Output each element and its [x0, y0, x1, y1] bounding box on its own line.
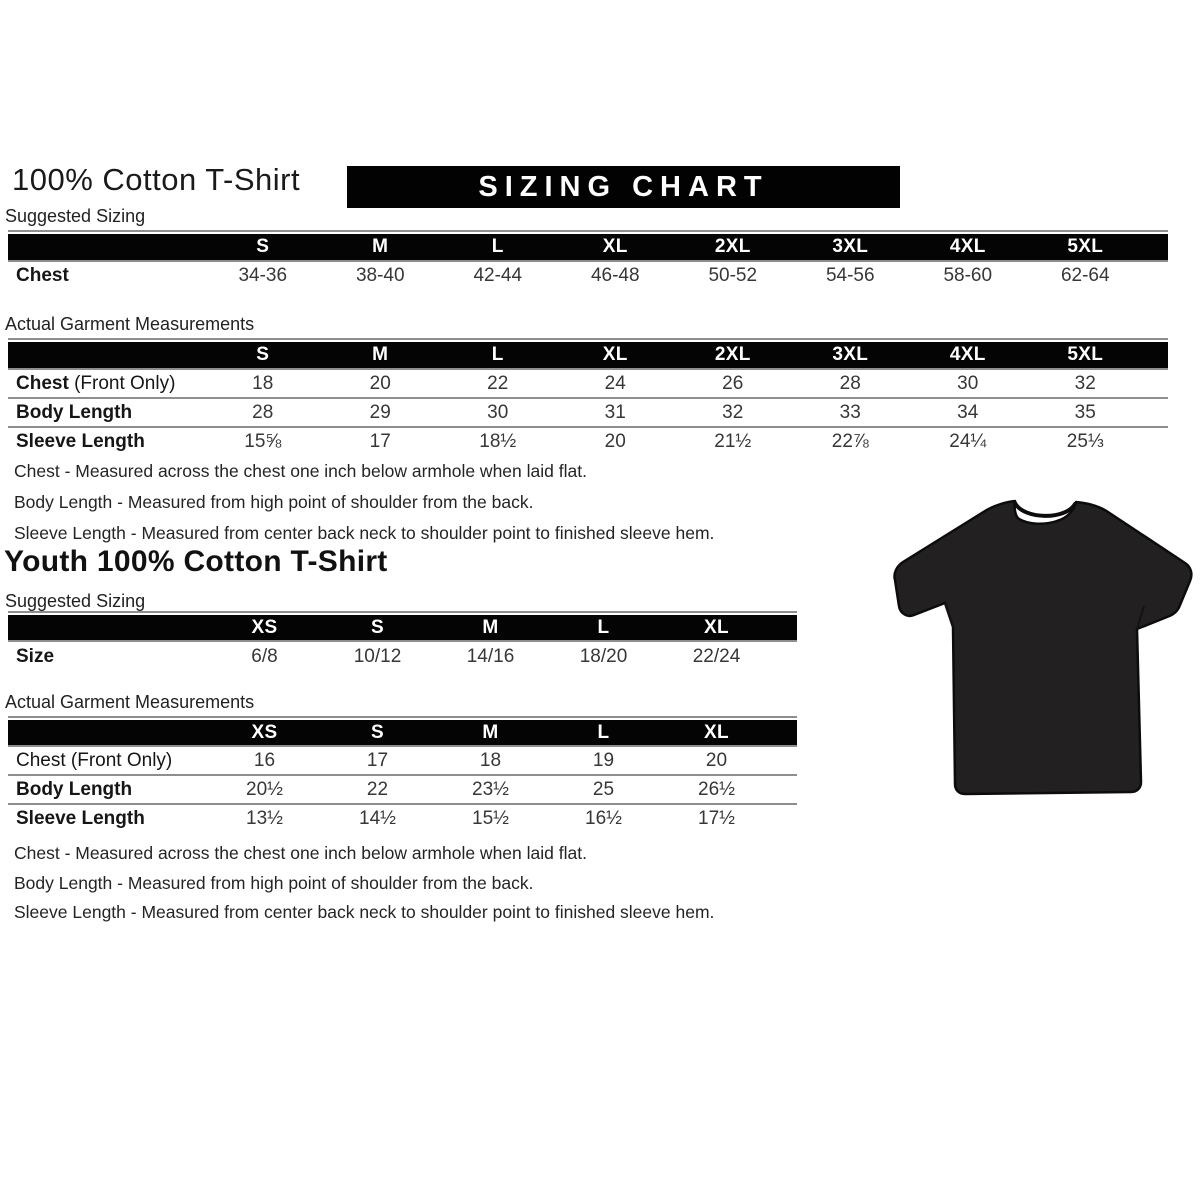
measurement-cell: 26	[722, 372, 744, 394]
size-column-header: L	[597, 616, 610, 638]
table-row	[8, 262, 1168, 290]
measurement-cell: 17½	[698, 807, 735, 829]
measurement-cell: 26½	[698, 778, 735, 800]
tshirt-body-shape	[894, 501, 1191, 794]
row-label	[8, 750, 208, 772]
measurement-cell: 15⅝	[244, 430, 282, 452]
measurement-cell: 34	[957, 401, 979, 423]
size-column-header: M	[372, 344, 389, 365]
measurement-cell: 34-36	[238, 265, 288, 286]
tshirt-image	[878, 460, 1200, 802]
row-label-bold: Body Length	[16, 778, 133, 800]
size-column-header: 4XL	[949, 236, 986, 257]
measurement-cell: 30	[487, 401, 509, 423]
adult-actual-header-row	[8, 342, 1168, 370]
size-column-header: L	[491, 344, 504, 365]
youth-measurement-notes	[14, 839, 714, 928]
measurement-cell: 16½	[585, 807, 622, 829]
measurement-cell: 18	[252, 372, 274, 394]
black-tshirt-graphic	[878, 460, 1200, 802]
measurement-cell: 19	[592, 749, 615, 771]
measurement-cell: 42-44	[473, 265, 523, 286]
measurement-cell: 6/8	[251, 645, 278, 667]
measurement-cell: 28	[839, 372, 861, 394]
measurement-cell: 17	[369, 430, 391, 452]
measurement-cell: 25⅓	[1066, 430, 1104, 452]
measurement-cell: 46-48	[590, 265, 640, 286]
size-column-header: M	[482, 616, 499, 638]
youth-actual-measurements-label: Actual Garment Measurements	[5, 692, 255, 712]
measurement-cell: 16	[253, 749, 276, 771]
size-column-header: 3XL	[832, 236, 869, 257]
sizing-chart-banner-text: SIZING CHART	[478, 170, 769, 203]
measurement-cell: 54-56	[825, 265, 875, 286]
size-column-header: S	[371, 616, 384, 638]
row-label	[8, 265, 204, 287]
size-column-header: M	[372, 236, 389, 257]
youth-suggested-sizing-label: Suggested Sizing	[5, 591, 146, 611]
table-row	[8, 397, 1168, 426]
size-column-header: XL	[704, 721, 729, 743]
adult-suggested-sizing-label: Suggested Sizing	[5, 206, 146, 226]
measurement-cell: 22⅞	[831, 430, 869, 452]
measurement-cell: 15½	[472, 807, 509, 829]
table-row	[8, 747, 797, 774]
size-column-header: XL	[602, 344, 628, 365]
measurement-cell: 24	[604, 372, 626, 394]
note-line: Chest - Measured across the chest one inch below armhole when laid flat.	[14, 843, 587, 863]
measurement-cell: 38-40	[355, 265, 405, 286]
measurement-cell: 21½	[714, 430, 752, 452]
adult-suggested-header-row	[8, 234, 1168, 262]
size-column-header: 5XL	[1067, 344, 1104, 365]
measurement-cell: 20	[705, 749, 728, 771]
measurement-cell: 62-64	[1060, 265, 1110, 286]
table-row	[8, 642, 797, 671]
size-column-header: 5XL	[1067, 236, 1104, 257]
size-column-header: L	[597, 721, 610, 743]
youth-suggested-sizing-table	[8, 611, 797, 671]
row-label-bold: Size	[16, 645, 55, 667]
size-column-header: 3XL	[832, 344, 869, 365]
size-column-header: XS	[251, 616, 278, 638]
youth-suggested-header-row	[8, 615, 797, 642]
measurement-cell: 28	[252, 401, 274, 423]
measurement-cell: 10/12	[353, 645, 402, 667]
row-label-bold: Chest	[16, 265, 69, 286]
youth-actual-measurements-table	[8, 716, 797, 832]
size-column-header: M	[482, 721, 499, 743]
size-column-header: 2XL	[714, 344, 751, 365]
size-column-header: 4XL	[949, 344, 986, 365]
page-title: 100% Cotton T-Shirt	[12, 162, 301, 197]
adult-measurement-notes	[14, 456, 714, 549]
size-column-header: L	[491, 236, 504, 257]
row-label-bold: Body Length	[16, 401, 133, 423]
measurement-cell: 20	[369, 372, 391, 394]
size-column-header: S	[256, 236, 270, 257]
measurement-cell: 14/16	[466, 645, 515, 667]
measurement-cell: 23½	[472, 778, 509, 800]
row-label-bold: Sleeve Length	[16, 430, 145, 452]
measurement-cell: 25	[592, 778, 615, 800]
measurement-cell: 24¼	[949, 430, 987, 452]
adult-actual-measurements-table	[8, 338, 1168, 455]
size-column-header: XL	[704, 616, 729, 638]
size-column-header: XS	[251, 721, 278, 743]
row-label	[8, 431, 204, 453]
note-line: Body Length - Measured from high point of shoulder from the back.	[14, 872, 534, 893]
measurement-cell: 50-52	[708, 265, 758, 286]
measurement-cell: 22	[487, 372, 509, 394]
measurement-cell: 32	[722, 401, 744, 423]
measurement-cell: 18/20	[579, 645, 628, 667]
youth-actual-header-row	[8, 720, 797, 747]
measurement-cell: 31	[604, 401, 626, 423]
row-label-suffix: Chest (Front Only)	[16, 749, 173, 771]
measurement-cell: 58-60	[943, 265, 993, 286]
measurement-cell: 20½	[246, 778, 283, 800]
measurement-cell: 17	[366, 749, 389, 771]
youth-section-title: Youth 100% Cotton T-Shirt	[4, 545, 388, 578]
row-label	[8, 402, 204, 424]
row-label	[8, 779, 208, 801]
size-column-header: 2XL	[714, 236, 751, 257]
size-column-header: S	[371, 721, 384, 743]
adult-actual-measurements-label: Actual Garment Measurements	[5, 314, 255, 334]
measurement-cell: 22	[366, 778, 389, 800]
table-row	[8, 803, 797, 832]
measurement-cell: 14½	[359, 807, 396, 829]
row-label-bold: Sleeve Length	[16, 807, 145, 829]
measurement-cell: 30	[957, 372, 979, 394]
sizing-chart-banner	[347, 166, 900, 208]
note-line: Chest - Measured across the chest one inch below armhole when laid flat.	[14, 461, 587, 481]
measurement-cell: 18½	[479, 430, 517, 452]
size-column-header: S	[256, 344, 270, 365]
adult-suggested-sizing-table	[8, 230, 1168, 290]
row-label	[8, 646, 208, 668]
row-label-suffix: (Front Only)	[68, 372, 176, 394]
measurement-cell: 18	[479, 749, 502, 771]
row-label-bold: Chest	[16, 372, 69, 394]
table-row	[8, 774, 797, 803]
note-line: Sleeve Length - Measured from center back neck to shoulder point to finished sleeve hem.	[14, 902, 715, 922]
table-row	[8, 426, 1168, 455]
measurement-cell: 29	[369, 401, 391, 423]
note-line: Body Length - Measured from high point of shoulder from the back.	[14, 492, 534, 512]
table-row	[8, 370, 1168, 397]
row-label	[8, 373, 204, 395]
measurement-cell: 32	[1074, 372, 1096, 394]
measurement-cell: 13½	[246, 807, 283, 829]
measurement-cell: 22/24	[692, 645, 741, 667]
tshirt-collar-shape	[1015, 503, 1075, 516]
size-column-header: XL	[602, 236, 628, 257]
measurement-cell: 35	[1074, 401, 1096, 423]
row-label	[8, 808, 208, 830]
measurement-cell: 20	[604, 430, 626, 452]
measurement-cell: 33	[839, 401, 861, 423]
note-line: Sleeve Length - Measured from center back neck to shoulder point to finished sleeve hem.	[14, 523, 715, 543]
